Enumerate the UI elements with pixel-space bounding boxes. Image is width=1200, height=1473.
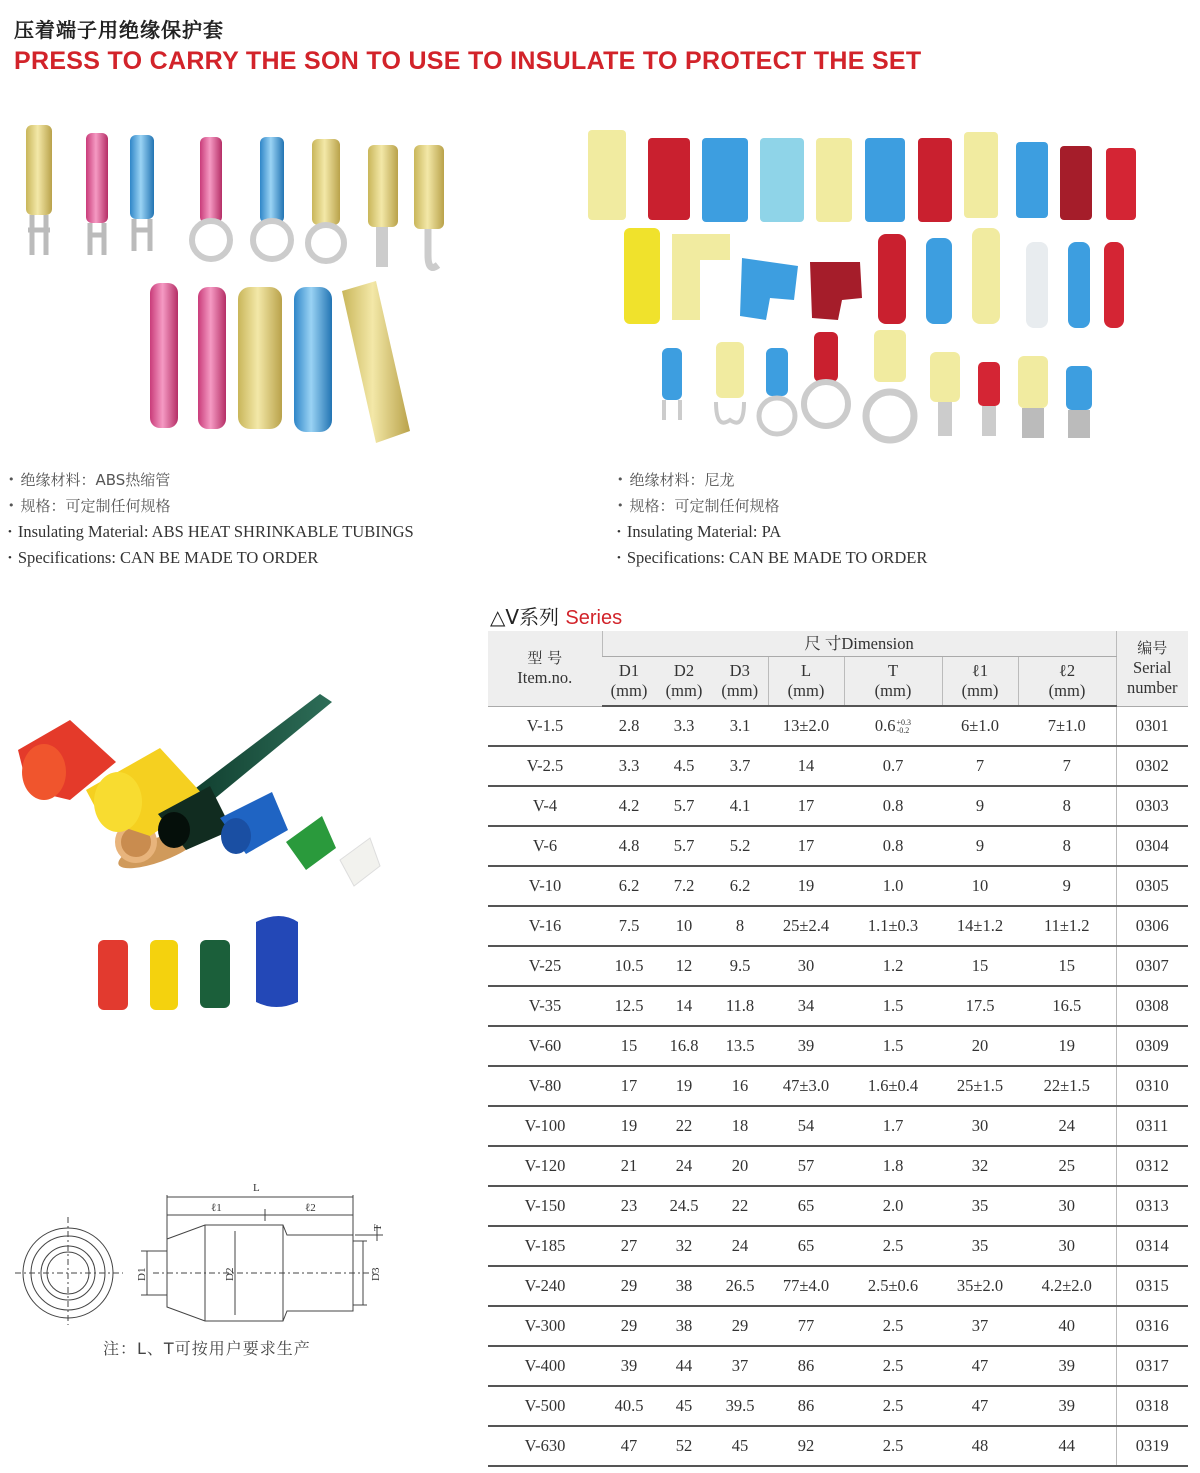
table-cell: 0.8 — [844, 786, 942, 826]
row1-terminals — [588, 130, 1136, 222]
table-cell: 40.5 — [602, 1386, 656, 1426]
column-header-name: ℓ1 — [971, 661, 989, 680]
table-cell: 15 — [1018, 946, 1116, 986]
table-cell: 9 — [942, 826, 1018, 866]
table-cell: V-500 — [488, 1386, 602, 1426]
table-cell: 14 — [656, 986, 712, 1026]
table-cell: 30 — [1018, 1186, 1116, 1226]
table-cell: 57 — [768, 1146, 844, 1186]
spec-material-cn: • 绝缘材料：ABS热缩管 — [8, 468, 414, 494]
column-header — [656, 657, 712, 707]
table-cell: 45 — [712, 1426, 768, 1466]
table-cell: 65 — [768, 1186, 844, 1226]
table-cell: 25±1.5 — [942, 1066, 1018, 1106]
table-cell: 24 — [712, 1226, 768, 1266]
table-cell: 3.7 — [712, 746, 768, 786]
row2-terminals — [624, 228, 1124, 328]
table-cell: 4.5 — [656, 746, 712, 786]
butt-connector-yellow-2 — [342, 281, 410, 443]
table-cell: 7 — [942, 746, 1018, 786]
page-title-cn: 压着端子用绝缘保护套 — [14, 18, 224, 42]
table-cell: 16 — [712, 1066, 768, 1106]
column-header — [844, 657, 942, 707]
butt-connector-pink-2 — [198, 287, 226, 429]
column-header-name: T — [887, 661, 899, 680]
table-cell: 2.5 — [844, 1346, 942, 1386]
table-row — [488, 786, 1188, 826]
table-cell: 48 — [942, 1426, 1018, 1466]
table-cell: 7.2 — [656, 866, 712, 906]
left-product-specs — [8, 468, 414, 572]
table-cell: 47 — [602, 1426, 656, 1466]
table-cell: 17 — [768, 786, 844, 826]
table-cell: V-35 — [488, 986, 602, 1026]
table-cell: 2.5 — [844, 1426, 942, 1466]
table-cell: 0311 — [1116, 1106, 1188, 1146]
table-cell: 1.6±0.4 — [844, 1066, 942, 1106]
table-cell: 1.8 — [844, 1146, 942, 1186]
column-header-unit: (mm) — [787, 681, 825, 700]
table-cell: 11±1.2 — [1018, 906, 1116, 946]
table-cell: 19 — [1018, 1026, 1116, 1066]
table-row — [488, 1146, 1188, 1186]
table-cell: V-2.5 — [488, 746, 602, 786]
table-row — [488, 1266, 1188, 1306]
table-cell: 35 — [942, 1226, 1018, 1266]
diagram-label-l1: ℓ1 — [211, 1202, 222, 1214]
table-cell: 32 — [656, 1226, 712, 1266]
spec-material-en: • Insulating Material: ABS HEAT SHRINKABLE TUBINGS — [8, 520, 414, 546]
table-cell: 0306 — [1116, 906, 1188, 946]
table-cell: 29 — [712, 1306, 768, 1346]
table-cell: 4.2±2.0 — [1018, 1266, 1116, 1306]
table-cell: 0308 — [1116, 986, 1188, 1026]
table-cell: 16.8 — [656, 1026, 712, 1066]
table-cell: 14 — [768, 746, 844, 786]
column-header-name: L — [800, 661, 812, 680]
spec-material-cn: • 绝缘材料：尼龙 — [617, 468, 927, 494]
table-cell: V-240 — [488, 1266, 602, 1306]
forked-terminal-yellow — [26, 125, 52, 255]
column-header-name: D2 — [673, 661, 695, 680]
table-cell: 24.5 — [656, 1186, 712, 1226]
table-cell: 39 — [768, 1026, 844, 1066]
table-row — [488, 1226, 1188, 1266]
column-header-unit: (mm) — [721, 681, 759, 700]
table-row — [488, 1346, 1188, 1386]
table-cell: 0301 — [1116, 706, 1188, 746]
table-row — [488, 706, 1188, 746]
table-cell: 0303 — [1116, 786, 1188, 826]
spec-table — [488, 631, 1188, 1467]
diagram-label-D2: D2 — [224, 1267, 236, 1281]
table-cell: 8 — [1018, 826, 1116, 866]
table-cell: 9 — [942, 786, 1018, 826]
table-cell: 26.5 — [712, 1266, 768, 1306]
table-cell: 18 — [712, 1106, 768, 1146]
row3-terminals — [662, 330, 1092, 440]
table-row — [488, 746, 1188, 786]
table-cell: 21 — [602, 1146, 656, 1186]
table-row — [488, 826, 1188, 866]
table-cell: 22 — [656, 1106, 712, 1146]
table-cell: 0314 — [1116, 1226, 1188, 1266]
table-cell: 4.8 — [602, 826, 656, 866]
yellow-cap-small — [150, 940, 178, 1010]
page-title-en: PRESS TO CARRY THE SON TO USE TO INSULATE TO PROTECT THE SET — [14, 47, 922, 75]
column-header-unit: (mm) — [874, 681, 912, 700]
spec-size-cn: • 规格：可定制任何规格 — [617, 494, 927, 520]
table-cell: 19 — [656, 1066, 712, 1106]
table-row — [488, 1026, 1188, 1066]
table-cell: 39 — [1018, 1346, 1116, 1386]
table-cell: 1.7 — [844, 1106, 942, 1146]
table-cell: 17 — [768, 826, 844, 866]
table-cell: 0313 — [1116, 1186, 1188, 1226]
table-cell: V-150 — [488, 1186, 602, 1226]
table-cell: 19 — [768, 866, 844, 906]
table-cell: 92 — [768, 1426, 844, 1466]
diagram-label-T: T — [372, 1224, 384, 1231]
table-cell: V-4 — [488, 786, 602, 826]
table-cell: 4.2 — [602, 786, 656, 826]
table-cell: V-10 — [488, 866, 602, 906]
table-cell: 22±1.5 — [1018, 1066, 1116, 1106]
table-cell: 0.8 — [844, 826, 942, 866]
nylon-terminals-photo — [580, 120, 1150, 455]
table-cell: 24 — [656, 1146, 712, 1186]
table-cell: 45 — [656, 1386, 712, 1426]
table-row — [488, 1186, 1188, 1226]
column-header-unit: (mm) — [1048, 681, 1086, 700]
table-cell: 25 — [1018, 1146, 1116, 1186]
table-cell: V-400 — [488, 1346, 602, 1386]
table-cell: 6.2 — [712, 866, 768, 906]
header-serial-en2: number — [1127, 678, 1178, 698]
table-cell: 44 — [656, 1346, 712, 1386]
table-cell: 3.1 — [712, 706, 768, 746]
column-header — [602, 657, 656, 707]
table-cell: 17 — [602, 1066, 656, 1106]
header-item-en: Item.no. — [517, 668, 573, 688]
butt-connector-blue — [294, 287, 332, 432]
table-row — [488, 1306, 1188, 1346]
table-cell: 0316 — [1116, 1306, 1188, 1346]
diagram-label-D3: D3 — [370, 1267, 382, 1281]
table-cell: 12.5 — [602, 986, 656, 1026]
forked-terminal-blue — [130, 135, 154, 251]
table-cell: 2.5 — [844, 1386, 942, 1426]
production-note: 注：L、T可按用户要求生产 — [103, 1339, 311, 1358]
column-header — [942, 657, 1018, 707]
spec-size-en: • Specifications: CAN BE MADE TO ORDER — [8, 546, 414, 572]
green-cap-small — [200, 940, 230, 1008]
table-cell: 5.7 — [656, 826, 712, 866]
dimension-diagram — [15, 1175, 395, 1325]
series-title — [490, 601, 622, 630]
column-header-name: D1 — [618, 661, 640, 680]
table-cell: 0304 — [1116, 826, 1188, 866]
table-cell: 19 — [602, 1106, 656, 1146]
series-prefix: △V系列 — [490, 605, 560, 629]
table-cell: 0309 — [1116, 1026, 1188, 1066]
butt-connector-yellow-1 — [238, 287, 282, 429]
table-cell: 1.1±0.3 — [844, 906, 942, 946]
pin-terminal-yellow — [368, 145, 398, 267]
header-item — [488, 631, 602, 706]
table-cell: 1.5 — [844, 986, 942, 1026]
table-cell: 24 — [1018, 1106, 1116, 1146]
table-cell: 2.5 — [844, 1306, 942, 1346]
table-cell: 12 — [656, 946, 712, 986]
forked-terminal-pink — [86, 133, 108, 255]
table-cell: 37 — [942, 1306, 1018, 1346]
column-header-unit: (mm) — [665, 681, 703, 700]
table-cell: 20 — [942, 1026, 1018, 1066]
table-cell: 38 — [656, 1306, 712, 1346]
table-cell: V-80 — [488, 1066, 602, 1106]
column-header-name: D3 — [729, 661, 750, 680]
column-header-unit: (mm) — [961, 681, 999, 700]
table-cell: 6±1.0 — [942, 706, 1018, 746]
ring-terminal-pink — [192, 137, 230, 259]
header-serial-en1: Serial — [1133, 658, 1172, 678]
column-header-name: ℓ2 — [1058, 661, 1076, 680]
table-cell: 0312 — [1116, 1146, 1188, 1186]
spec-material-en: • Insulating Material: PA — [617, 520, 927, 546]
table-cell: 47 — [942, 1346, 1018, 1386]
table-cell: 9 — [1018, 866, 1116, 906]
table-cell: 1.0 — [844, 866, 942, 906]
header-dimension: 尺 寸Dimension — [602, 631, 1116, 657]
spec-size-cn: • 规格：可定制任何规格 — [8, 494, 414, 520]
diagram-label-D1: D1 — [136, 1267, 148, 1281]
table-row — [488, 1066, 1188, 1106]
table-cell: 44 — [1018, 1426, 1116, 1466]
right-product-specs — [617, 468, 927, 572]
table-cell: V-120 — [488, 1146, 602, 1186]
table-cell: 0310 — [1116, 1066, 1188, 1106]
table-cell: 38 — [656, 1266, 712, 1306]
table-cell: 65 — [768, 1226, 844, 1266]
ring-terminal-blue — [253, 137, 291, 259]
header-item-cn: 型 号 — [527, 649, 563, 668]
table-cell: 7±1.0 — [1018, 706, 1116, 746]
column-header-unit: (mm) — [610, 681, 648, 700]
table-cell: 4.1 — [712, 786, 768, 826]
ring-terminal-yellow — [308, 139, 344, 261]
table-cell: 47±3.0 — [768, 1066, 844, 1106]
table-cell: 3.3 — [602, 746, 656, 786]
table-cell: V-630 — [488, 1426, 602, 1466]
table-cell: 16.5 — [1018, 986, 1116, 1026]
table-cell: 35±2.0 — [942, 1266, 1018, 1306]
table-cell: 15 — [602, 1026, 656, 1066]
heat-shrink-terminals-photo — [10, 115, 460, 455]
table-cell: 52 — [656, 1426, 712, 1466]
table-cell: V-25 — [488, 946, 602, 986]
table-cell: 11.8 — [712, 986, 768, 1026]
tolerance: +0.3 -0.2 — [896, 718, 912, 736]
table-cell: 29 — [602, 1266, 656, 1306]
table-cell: 25±2.4 — [768, 906, 844, 946]
butt-connector-pink-1 — [150, 283, 178, 428]
table-cell: 37 — [712, 1346, 768, 1386]
table-cell: 9.5 — [712, 946, 768, 986]
table-row — [488, 866, 1188, 906]
table-cell: 0.7 — [844, 746, 942, 786]
blue-cap-small — [256, 916, 298, 1007]
table-cell: 7 — [1018, 746, 1116, 786]
table-cell: 5.2 — [712, 826, 768, 866]
table-cell: 14±1.2 — [942, 906, 1018, 946]
table-cell: 0.6 +0.3 -0.2 — [844, 706, 942, 746]
table-cell: 0317 — [1116, 1346, 1188, 1386]
table-cell: 13.5 — [712, 1026, 768, 1066]
table-row — [488, 906, 1188, 946]
table-cell: 2.5 — [844, 1226, 942, 1266]
header-serial-cn: 编号 — [1137, 639, 1168, 658]
red-cap-small — [98, 940, 128, 1010]
table-cell: 86 — [768, 1346, 844, 1386]
column-header — [712, 657, 768, 707]
table-cell: 77 — [768, 1306, 844, 1346]
table-cell: 1.5 — [844, 1026, 942, 1066]
table-cell: 30 — [1018, 1226, 1116, 1266]
table-cell: 8 — [712, 906, 768, 946]
table-cell: 35 — [942, 1186, 1018, 1226]
table-cell: 29 — [602, 1306, 656, 1346]
table-cell: 1.2 — [844, 946, 942, 986]
table-cell: 30 — [768, 946, 844, 986]
header-serial — [1116, 631, 1188, 706]
green-cap — [286, 816, 336, 870]
table-cell: 23 — [602, 1186, 656, 1226]
table-cell: 22 — [712, 1186, 768, 1226]
diagram-label-L: L — [253, 1182, 260, 1194]
table-cell: 7.5 — [602, 906, 656, 946]
table-cell: V-1.5 — [488, 706, 602, 746]
table-cell: V-6 — [488, 826, 602, 866]
table-cell: 40 — [1018, 1306, 1116, 1346]
table-cell: 39 — [602, 1346, 656, 1386]
table-cell: 3.3 — [656, 706, 712, 746]
table-cell: V-100 — [488, 1106, 602, 1146]
table-cell: 20 — [712, 1146, 768, 1186]
table-cell: V-300 — [488, 1306, 602, 1346]
table-cell: V-60 — [488, 1026, 602, 1066]
table-cell: V-185 — [488, 1226, 602, 1266]
table-cell: 10 — [656, 906, 712, 946]
table-cell: 47 — [942, 1386, 1018, 1426]
table-row — [488, 1426, 1188, 1466]
table-cell: 86 — [768, 1386, 844, 1426]
column-header — [768, 657, 844, 707]
table-row — [488, 1386, 1188, 1426]
table-cell: 39.5 — [712, 1386, 768, 1426]
table-row — [488, 986, 1188, 1026]
table-cell: 27 — [602, 1226, 656, 1266]
table-cell: 10.5 — [602, 946, 656, 986]
table-cell: 0318 — [1116, 1386, 1188, 1426]
table-cell: 0305 — [1116, 866, 1188, 906]
table-cell: 5.7 — [656, 786, 712, 826]
table-cell: 2.5±0.6 — [844, 1266, 942, 1306]
spec-size-en: • Specifications: CAN BE MADE TO ORDER — [617, 546, 927, 572]
white-cap — [340, 838, 380, 886]
table-cell: 39 — [1018, 1386, 1116, 1426]
table-cell: 0319 — [1116, 1426, 1188, 1466]
diagram-label-l2: ℓ2 — [305, 1202, 316, 1214]
spec-table-body — [488, 706, 1188, 1466]
series-en: Series — [565, 607, 623, 629]
table-row — [488, 946, 1188, 986]
column-header — [1018, 657, 1116, 707]
insulation-caps-photo — [10, 690, 400, 1020]
table-cell: 34 — [768, 986, 844, 1026]
table-cell: 2.0 — [844, 1186, 942, 1226]
table-cell: 77±4.0 — [768, 1266, 844, 1306]
table-cell: 17.5 — [942, 986, 1018, 1026]
table-cell: 0315 — [1116, 1266, 1188, 1306]
table-cell: 8 — [1018, 786, 1116, 826]
table-cell: 13±2.0 — [768, 706, 844, 746]
table-row — [488, 1106, 1188, 1146]
table-cell: 0302 — [1116, 746, 1188, 786]
table-cell: 30 — [942, 1106, 1018, 1146]
table-cell: 0307 — [1116, 946, 1188, 986]
table-cell: 32 — [942, 1146, 1018, 1186]
table-cell: 2.8 — [602, 706, 656, 746]
table-cell: 54 — [768, 1106, 844, 1146]
table-cell: V-16 — [488, 906, 602, 946]
table-cell: 15 — [942, 946, 1018, 986]
hook-terminal-yellow — [414, 145, 444, 267]
table-cell: 10 — [942, 866, 1018, 906]
table-cell: 6.2 — [602, 866, 656, 906]
